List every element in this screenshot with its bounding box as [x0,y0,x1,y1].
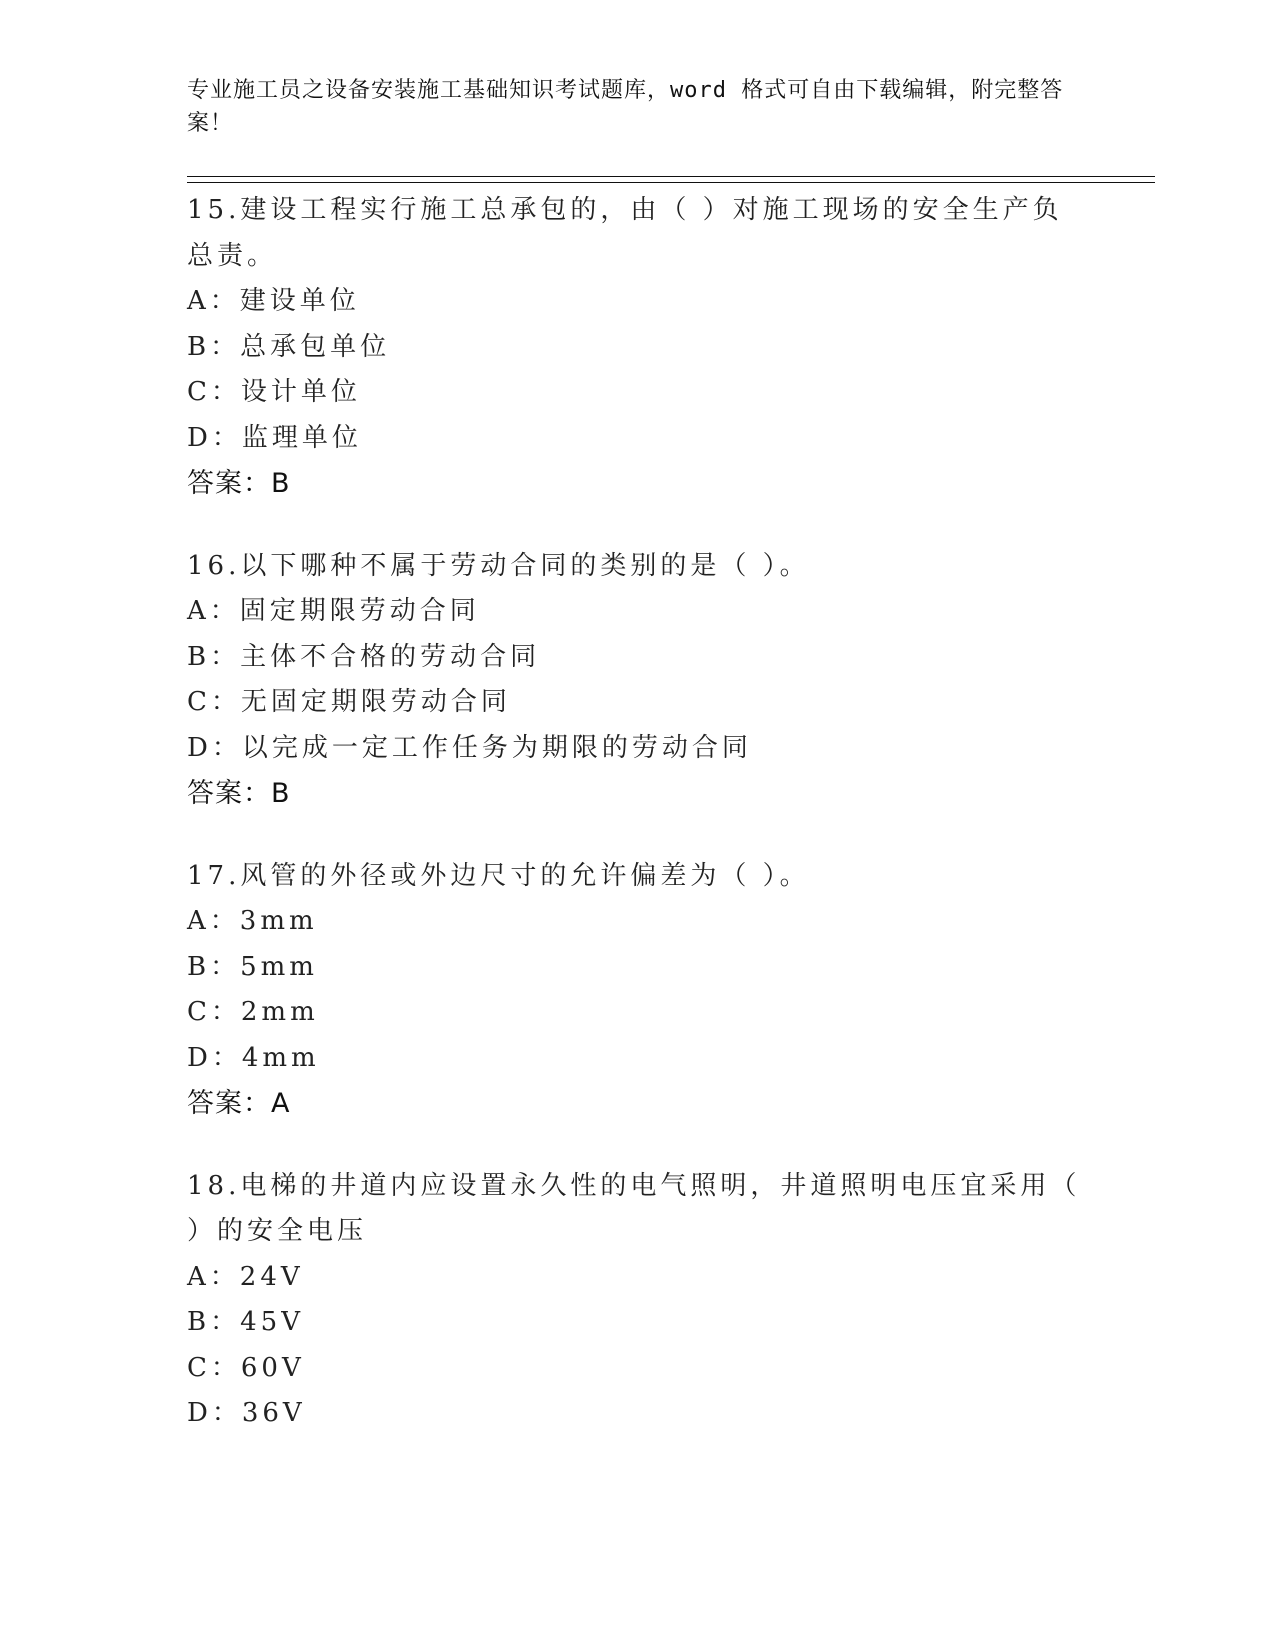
option-a: A：24V [187,1261,304,1292]
answer-line: 答案：B [187,468,291,499]
option-b: B：主体不合格的劳动合同 [187,641,541,672]
option-d: D：36V [187,1398,306,1428]
option-a: A：建设单位 [187,286,360,316]
answer-line: 答案：B [187,778,291,809]
option-c: C：无固定期限劳动合同 [187,687,511,717]
option-c: C：2mm [187,997,319,1027]
option-d: D：4mm [187,1042,320,1073]
question-stem: 16.以下哪种不属于劳动合同的类别的是（ ）。 [187,550,810,581]
question-17 [187,854,1087,1127]
option-a: A：固定期限劳动合同 [187,596,480,626]
header-divider-bottom [187,182,1155,183]
document-header: 专业施工员之设备安装施工基础知识考试题库，word 格式可自由下载编辑，附完整答案！ [187,78,1064,136]
option-d: D：以完成一定工作任务为期限的劳动合同 [187,732,752,763]
option-d: D：监理单位 [187,422,362,453]
option-b: B：总承包单位 [187,331,391,362]
question-15 [187,188,1087,507]
question-stem: 18.电梯的井道内应设置永久性的电气照明，井道照明电压宜采用（ ）的安全电压 [187,1170,1081,1246]
option-b: B：45V [187,1307,304,1337]
option-c: C：60V [187,1352,305,1383]
answer-line: 答案：A [187,1088,291,1119]
question-list [187,188,1087,1474]
option-a: A：3mm [187,906,318,936]
option-c: C：设计单位 [187,377,361,407]
question-18 [187,1164,1087,1437]
question-16 [187,544,1087,817]
header-divider-top [187,176,1155,177]
option-b: B：5mm [187,951,318,982]
question-stem: 15.建设工程实行施工总承包的，由（ ）对施工现场的安全生产负总责。 [187,195,1063,271]
question-stem: 17.风管的外径或外边尺寸的允许偏差为（ ）。 [187,860,810,891]
